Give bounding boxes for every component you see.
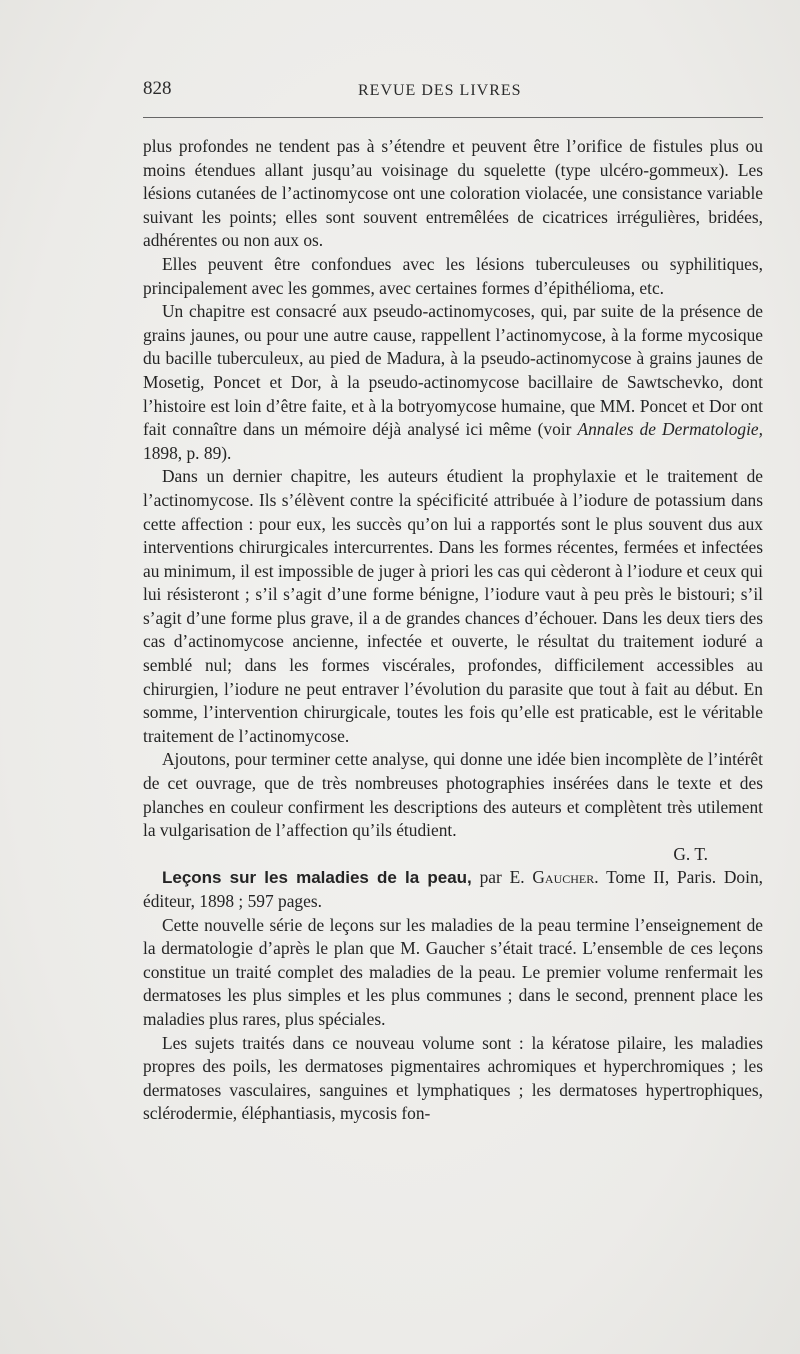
paragraph-text: 1898, p. 89). [143, 442, 232, 463]
paragraph-conclusion: Ajoutons, pour terminer cette analyse, qui donne une idée bien incomplète de l’intérêt de cet ouvrage, que de très nombreuses photographies insérées dans le texte et des planches en couleur confirment les descriptions des auteurs et complètent très utilement la vulgarisation de l’affection qu’ils étudient. [143, 749, 763, 841]
journal-citation: Annales de Dermatologie, [577, 419, 764, 440]
running-head: REVUE DES LIVRES [358, 82, 522, 99]
book-by: par E. [471, 867, 533, 888]
book-entry-heading [143, 866, 763, 913]
paragraph-treatment: Dans un dernier chapitre, les auteurs étudient la prophylaxie et le traitement de l’actinomycose. Ils s’élèvent contre la spécificité attribuée à l’iodure de potassium dans cette affection : pour eux, les succès qu’on lui a rapportés sont le plus souvent dus aux interventions chirurgicales intercurrentes. Dans les formes récentes, fermées et infectées au minimum, il est impossible de juger à priori les cas qui cèderont à l’iodure et ceux qui lui résisteront ; s’il s’agit d’une forme bénigne, l’iodure vaut à peu près le bistouri; s’il s’agit d’une forme plus grave, il a de grandes chances d’échouer. Dans les deux tiers des cas d’actinomycose ancienne, infectée et ouverte, le résultat du traitement ioduré a semblé nul; dans les formes viscérales, profondes, difficilement accessibles au chirurgien, l’iodure ne peut entraver l’évolution du parasite que tout à fait au début. En somme, l’intervention chirurgicale, toutes les fois qu’elle est praticable, est le véritable traitement de l’actinomycose. [143, 466, 763, 746]
book-title: Leçons sur les maladies de la peau, [162, 868, 472, 888]
paragraph-pseudo-actinomycoses [143, 300, 763, 465]
paragraph-new-series: Cette nouvelle série de leçons sur les maladies de la peau termine l’enseignement de la dermatologie d’après le plan que M. Gaucher s’était tracé. L’ensemble de ces leçons constitue un traité complet des maladies de la peau. Le premier volume renfermait les dermatoses les plus simples et les plus communes ; dans le second, prennent place les maladies plus rares, plus spéciales. [143, 914, 763, 1029]
book-author: Gaucher [532, 867, 595, 888]
page-header [143, 74, 763, 108]
header-rule [143, 117, 763, 118]
paragraph-continuation: plus profondes ne tendent pas à s’étendre et peuvent être l’orifice de fistules plus ou moins étendues allant jusqu’au voisinage du squelette (type ulcéro-gommeux). Les lésions cutanées de l’actinomycose ont une coloration violacée, une consistance variable suivant les points; elles sont souvent entremêlées de cicatrices irrégulières, bridées, adhérentes ou non aux os. [143, 136, 763, 251]
paragraph-text: Un chapitre est consacré aux pseudo-actinomycoses, qui, par suite de la présence de grains jaunes, ou pour une autre cause, rappellent l’actinomycose, à la forme mycosique du bacille tuberculeux, au pied de Madura, à la pseudo-actinomycose à grains jaunes de Mosetig, Poncet et Dor, à la pseudo-actinomycose bacillaire de Sawtschevko, dont l’histoire est loin d’être faite, et à la botryomycose humaine, que MM. Poncet et Dor ont fait connaître dans un mémoire déjà analysé ici même (voir [143, 301, 763, 440]
book-publication: . Tome II, Paris. Doin, éditeur, 1898 ; 597 pages. [143, 867, 764, 911]
paragraph-differential: Elles peuvent être confondues avec les lésions tuberculeuses ou syphilitiques, principalement avec les gommes, avec certaines formes d’épithélioma, etc. [143, 253, 763, 298]
article-body [143, 135, 763, 1126]
signature-line [143, 843, 763, 867]
page-number: 828 [143, 78, 172, 99]
review-signature: G. T. [673, 843, 708, 864]
paragraph-subjects: Les sujets traités dans ce nouveau volume sont : la kératose pilaire, les maladies propres des poils, les dermatoses pigmentaires achromiques et hyperchromiques ; les dermatoses vasculaires, sanguines et lymphatiques ; les dermatoses hypertrophiques, sclérodermie, éléphantiasis, mycosis fon- [143, 1032, 763, 1124]
